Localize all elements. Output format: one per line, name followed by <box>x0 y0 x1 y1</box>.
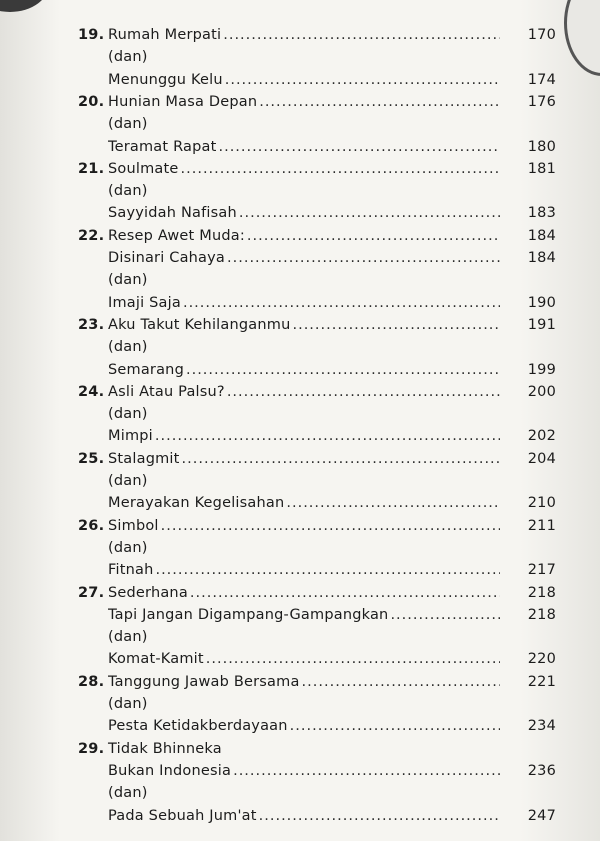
toc-entry-title-wrap <box>108 648 500 670</box>
toc-entry-page-number: 236 <box>527 762 556 779</box>
toc-entry-page-number: 190 <box>527 294 556 311</box>
toc-entry-title: Menunggu Kelu <box>108 71 223 88</box>
dot-leader <box>206 648 500 670</box>
toc-entry-page-number: 199 <box>527 361 556 378</box>
toc-entry-title-wrap <box>108 247 500 269</box>
dot-leader <box>259 805 500 827</box>
toc-entry-page-number: 247 <box>527 807 556 824</box>
dot-leader <box>155 559 500 581</box>
dot-leader <box>181 158 500 180</box>
toc-entry-title: Soulmate <box>108 160 179 177</box>
toc-entry[interactable] <box>0 693 600 715</box>
toc-entry-title: Sayyidah Nafisah <box>108 205 237 222</box>
dot-leader <box>247 225 500 247</box>
toc-conjunction: (dan) <box>108 116 148 133</box>
toc-entry-title-wrap <box>108 559 500 581</box>
toc-entry[interactable] <box>0 314 600 336</box>
dot-leader <box>182 448 500 470</box>
toc-conjunction: (dan) <box>108 785 148 802</box>
toc-entry-number: 23. <box>78 316 105 333</box>
toc-entry-page-number: 170 <box>527 27 556 43</box>
toc-entry-page-number: 184 <box>527 227 556 244</box>
toc-conjunction: (dan) <box>108 339 148 356</box>
dot-leader <box>292 314 500 336</box>
toc-entry[interactable] <box>0 492 600 514</box>
toc-entry[interactable] <box>0 403 600 425</box>
toc-entry[interactable] <box>0 69 600 91</box>
toc-entry-page-number: 204 <box>527 450 556 467</box>
toc-entry[interactable] <box>0 782 600 804</box>
toc-entry-title: Bukan Indonesia <box>108 762 232 779</box>
toc-entry[interactable] <box>0 113 600 135</box>
toc-entry-number: 20. <box>78 93 105 110</box>
toc-entry-page-number: 191 <box>527 316 556 333</box>
toc-entry-title: Merayakan Kegelisahan <box>108 495 285 512</box>
toc-entry-title-wrap <box>108 492 500 514</box>
toc-conjunction: (dan) <box>108 473 148 489</box>
dot-leader <box>155 425 500 447</box>
toc-entry-title: Hunian Masa Depan <box>108 93 258 110</box>
toc-entry-title-wrap <box>108 202 500 224</box>
dot-leader <box>218 136 500 158</box>
dot-leader <box>225 69 500 91</box>
toc-entry-page-number: 211 <box>527 517 556 534</box>
toc-entry-title-wrap <box>108 805 500 827</box>
toc-entry-page-number: 180 <box>527 138 556 155</box>
toc-entry[interactable] <box>0 91 600 113</box>
toc-entry-title-wrap <box>108 69 500 91</box>
toc-entry[interactable] <box>0 604 600 626</box>
toc-entry-page-number: 234 <box>527 718 556 735</box>
dot-leader <box>239 202 500 224</box>
toc-entry[interactable] <box>0 671 600 693</box>
toc-entry-title-wrap <box>108 381 500 403</box>
toc-entry-title: Sederhana <box>108 584 188 601</box>
dot-leader <box>190 582 500 604</box>
toc-entry-page-number: 174 <box>527 71 556 88</box>
toc-conjunction: (dan) <box>108 696 148 712</box>
toc-entry[interactable] <box>0 336 600 358</box>
toc-entry[interactable] <box>0 180 600 202</box>
toc-entry-title-wrap <box>108 158 500 180</box>
toc-entry-page-number: 220 <box>527 651 556 668</box>
toc-entry-title: Mimpi <box>108 428 153 445</box>
toc-entry-page-number: 210 <box>527 495 556 512</box>
toc-entry-title: Rumah Merpati <box>108 27 222 43</box>
toc-entry-title: Fitnah <box>108 562 154 579</box>
toc-entry[interactable] <box>0 448 600 470</box>
toc-entry-page-number: 218 <box>527 584 556 601</box>
toc-entry[interactable] <box>0 24 600 46</box>
toc-entry-title-wrap <box>108 359 500 381</box>
toc-entry-title-wrap <box>108 515 500 537</box>
toc-conjunction: (dan) <box>108 49 148 66</box>
toc-entry-number: 25. <box>78 450 105 467</box>
toc-entry-title-wrap <box>108 582 500 604</box>
toc-entry[interactable] <box>0 359 600 381</box>
toc-conjunction: (dan) <box>108 539 148 556</box>
toc-entry[interactable] <box>0 715 600 737</box>
toc-entry-title: Tapi Jangan Digampang-Gampangkan <box>108 606 389 623</box>
toc-entry-number: 24. <box>78 383 105 400</box>
toc-entry-title-wrap <box>108 604 500 626</box>
dot-leader <box>302 671 500 693</box>
toc-entry-page-number: 218 <box>527 606 556 623</box>
toc-entry-number: 21. <box>78 160 105 177</box>
toc-entry-title: Tanggung Jawab Bersama <box>108 673 300 690</box>
toc-entry-title: Disinari Cahaya <box>108 250 226 266</box>
toc-entry-title: Simbol <box>108 517 159 534</box>
toc-entry-page-number: 184 <box>527 250 556 266</box>
toc-entry-title: Asli Atau Palsu? <box>108 383 225 400</box>
dot-leader <box>286 492 500 514</box>
toc-entry[interactable] <box>0 738 600 760</box>
toc-entry-number: 26. <box>78 517 105 534</box>
dot-leader <box>161 515 500 537</box>
toc-entry[interactable] <box>0 136 600 158</box>
toc-entry-title: Stalagmit <box>108 450 180 467</box>
dot-leader <box>223 24 500 46</box>
toc-entry-title-wrap <box>108 448 500 470</box>
toc-entry-page-number: 202 <box>527 428 556 445</box>
toc-entry-page-number: 200 <box>527 383 556 400</box>
toc-entry-title-wrap <box>108 715 500 737</box>
toc-conjunction: (dan) <box>108 629 148 646</box>
toc-entry[interactable] <box>0 470 600 492</box>
toc-entry-title: Pada Sebuah Jum'at <box>108 807 257 824</box>
toc-entry-number: 28. <box>78 673 105 690</box>
toc-entry[interactable] <box>0 559 600 581</box>
dot-leader <box>183 292 500 314</box>
toc-entry[interactable] <box>0 381 600 403</box>
toc-entry[interactable] <box>0 269 600 291</box>
toc-entry-number: 29. <box>78 740 105 757</box>
toc-entry[interactable] <box>0 202 600 224</box>
toc-entry[interactable] <box>0 292 600 314</box>
toc-entry-title: Pesta Ketidakberdayaan <box>108 718 288 735</box>
dot-leader <box>390 604 500 626</box>
dot-leader <box>259 91 500 113</box>
dot-leader <box>227 381 500 403</box>
toc-entry-title-wrap <box>108 91 500 113</box>
toc-conjunction: (dan) <box>108 272 148 289</box>
toc-conjunction: (dan) <box>108 183 148 200</box>
toc-entry[interactable] <box>0 582 600 604</box>
toc-entry-title-wrap <box>108 425 500 447</box>
toc-entry-title-wrap <box>108 314 500 336</box>
dot-leader <box>233 760 500 782</box>
toc-entry-page-number: 176 <box>527 93 556 110</box>
toc-entry-number: 22. <box>78 227 105 244</box>
toc-entry-number: 27. <box>78 584 105 601</box>
toc-entry[interactable] <box>0 247 600 269</box>
toc-entry-title: Imaji Saja <box>108 294 181 311</box>
toc-entry-title: Aku Takut Kehilanganmu <box>108 316 291 333</box>
dot-leader <box>186 359 500 381</box>
toc-entry[interactable] <box>0 626 600 648</box>
toc-entry-title: Teramat Rapat <box>108 138 217 155</box>
toc-entry[interactable] <box>0 537 600 559</box>
dot-leader <box>290 715 500 737</box>
toc-entry[interactable] <box>0 46 600 68</box>
toc-entry-page-number: 217 <box>527 562 556 579</box>
toc-entry-title-wrap <box>108 225 500 247</box>
toc-entry-page-number: 181 <box>527 160 556 177</box>
toc-entry[interactable] <box>0 425 600 447</box>
toc-entry[interactable] <box>0 648 600 670</box>
dot-leader <box>227 247 500 269</box>
toc-entry[interactable] <box>0 225 600 247</box>
toc-entry[interactable] <box>0 158 600 180</box>
toc-entry-title: Tidak Bhinneka <box>108 740 222 757</box>
toc-entry-title-wrap <box>108 136 500 158</box>
toc-entry-number: 19. <box>78 27 105 43</box>
toc-entry-page-number: 183 <box>527 205 556 222</box>
toc-entry-page-number: 221 <box>527 673 556 690</box>
toc-entry-title-wrap <box>108 671 500 693</box>
toc-entry-title: Resep Awet Muda: <box>108 227 245 244</box>
toc-entry-title: Komat-Kamit <box>108 651 204 668</box>
toc-entry[interactable] <box>0 805 600 827</box>
toc-entry-title: Semarang <box>108 361 184 378</box>
toc-entry[interactable] <box>0 760 600 782</box>
toc-entry-title-wrap <box>108 292 500 314</box>
toc-entry[interactable] <box>0 515 600 537</box>
toc-entry-title-wrap <box>108 760 500 782</box>
toc-conjunction: (dan) <box>108 406 148 423</box>
toc-entry-title-wrap <box>108 24 500 46</box>
